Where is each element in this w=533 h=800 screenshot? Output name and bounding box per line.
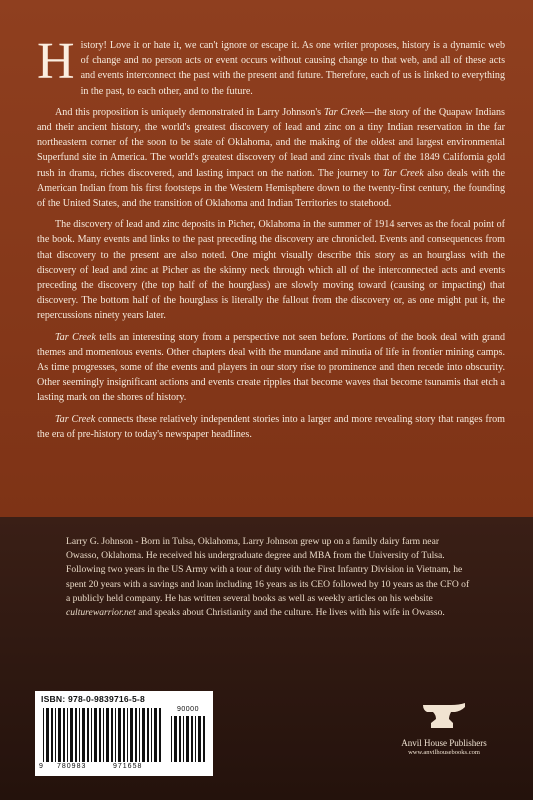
book-title-reference: Tar Creek	[55, 413, 96, 425]
barcode-bar	[43, 708, 44, 762]
barcode-bar	[186, 716, 189, 762]
barcode-bar	[171, 716, 172, 762]
book-blurb	[37, 33, 505, 448]
barcode-bar	[154, 708, 157, 762]
barcode-bar	[51, 708, 53, 762]
barcode-bar	[75, 708, 77, 762]
barcode-bar	[195, 716, 196, 762]
barcode-digit-first: 9	[39, 763, 43, 770]
anvil-icon	[421, 701, 467, 731]
publisher-url: www.anvilhousebooks.com	[408, 749, 480, 756]
barcode-bar	[55, 708, 56, 762]
barcode-bar	[46, 708, 49, 762]
barcode-bar	[139, 708, 140, 762]
barcode-bar	[127, 708, 128, 762]
barcode-bar	[198, 716, 201, 762]
barcode-bar	[67, 708, 68, 762]
barcode-bar	[118, 708, 121, 762]
blurb-paragraph-1: History! Love it or hate it, we can't ignore or escape it. As one writer proposes, history is a dynamic web of change and no person acts or event occurs without causing change to that web, and all of these acts and events interconnect the past with the present and future. Therefore, each of us is linked to everything in the past, to each other, and to the future.	[37, 33, 505, 97]
barcode-bar	[103, 708, 104, 762]
barcode-bar	[123, 708, 125, 762]
author-website: culturewarrior.net	[66, 607, 136, 619]
barcode-bar	[99, 708, 101, 762]
barcode-bar	[135, 708, 137, 762]
isbn-barcode	[35, 691, 213, 776]
barcode-bar	[82, 708, 85, 762]
barcode-digits-left: 780983	[57, 763, 87, 770]
barcode-bar	[87, 708, 89, 762]
blurb-paragraph-4: Tar Creek tells an interesting story from a perspective not seen before. Portions of the book deal with grand themes and momentous events. Other chapters deal with the mundane and minutia of life in frontier mining camps. As time progresses, some of the events and players in our story rise to prominence and then recede into obscurity. Other seemingly insignificant actions and events create ripples that become waves that become tsunamis that etch a lasting mark on the shores of history.	[37, 331, 505, 404]
barcode-bar	[130, 708, 133, 762]
book-title-reference: Tar Creek	[382, 167, 424, 179]
barcode-bar	[91, 708, 92, 762]
barcode-bar	[94, 708, 97, 762]
barcode-bar	[79, 708, 80, 762]
barcode-bar	[142, 708, 145, 762]
book-title-reference: Tar Creek	[55, 331, 96, 343]
barcode-digits-right: 971658	[113, 763, 143, 770]
blurb-paragraph-3: The discovery of lead and zinc deposits in Picher, Oklahoma in the summer of 1914 serves as the focal point of the book. Many events and links to the past preceding the discovery are chronicled. Events and consequences from that discovery to the present are also noted. One might visually describe this story as an hourglass with the discovery of lead and zinc at Picher as the skinny neck through which all of the interconnected acts and events preceding the discovery (the top half of the hourglass) are slowly moving toward (causing or impacting) that discovery. The bottom half of the hourglass is literally the fallout from the discovery or, as one might put it, the repercussions ninety years later.	[37, 219, 505, 322]
barcode-bar	[179, 716, 181, 762]
blurb-paragraph-2: And this proposition is uniquely demonstrated in Larry Johnson's Tar Creek—the story of the Quapaw Indians and their ancient history, the world's greatest discovery of lead and zinc on a tiny Indian reservation in the far northeastern corner of the soon to be state of Oklahoma, and the making of the oldest and largest environmental Superfund site in America. The world's greatest discovery of lead and zinc rivals that of the 1849 California gold rush in drama, riches discovered, and lasting impact on the nation. The journey to Tar Creek also deals with the American Indian from his first footsteps in the Western Hemisphere down to the twenty-first century, the founding of the United States, and the transition of Oklahoma and Indian Territories to statehood.	[37, 106, 505, 210]
barcode-bar	[115, 708, 116, 762]
barcode-bar	[147, 708, 149, 762]
barcode-bar	[159, 708, 161, 762]
barcode-bars	[43, 708, 165, 764]
barcode-bar	[151, 708, 152, 762]
barcode-bar	[106, 708, 109, 762]
barcode-addon-bars	[171, 716, 207, 764]
author-bio: Larry G. Johnson - Born in Tulsa, Oklahoma, Larry Johnson grew up on a family dairy farm near Owasso, Oklahoma. He received his undergraduate degree and MBA from the University of Tulsa. Following two years in the US Army with a tour of duty with the First Infantry Division in Vietnam, he spent 20 years with a savings and loan including 16 years as its CEO followed by 10 years as the CFO of a publicly held company. He has written several books as well as weekly articles on his website culturewarrior.net and speaks about Christianity and the culture. He lives with his wife in Owasso.	[66, 536, 470, 619]
isbn-label: ISBN: 978-0-9839716-5-8	[41, 694, 145, 704]
barcode-bar	[183, 716, 184, 762]
publisher-block	[389, 701, 499, 756]
barcode-bar	[58, 708, 61, 762]
barcode-addon-number: 90000	[177, 706, 199, 713]
barcode-bar	[70, 708, 73, 762]
book-title-reference: Tar Creek	[323, 106, 365, 118]
barcode-bar	[111, 708, 113, 762]
barcode-bar	[203, 716, 205, 762]
barcode-bar	[63, 708, 65, 762]
barcode-bar	[174, 716, 177, 762]
blurb-paragraph-5: Tar Creek connects these relatively independent stories into a larger and more revealing story that ranges from the era of pre-history to today's newspaper headlines.	[37, 413, 505, 440]
barcode-bar	[191, 716, 193, 762]
drop-cap: H	[37, 33, 75, 90]
publisher-name: Anvil House Publishers	[401, 738, 487, 748]
